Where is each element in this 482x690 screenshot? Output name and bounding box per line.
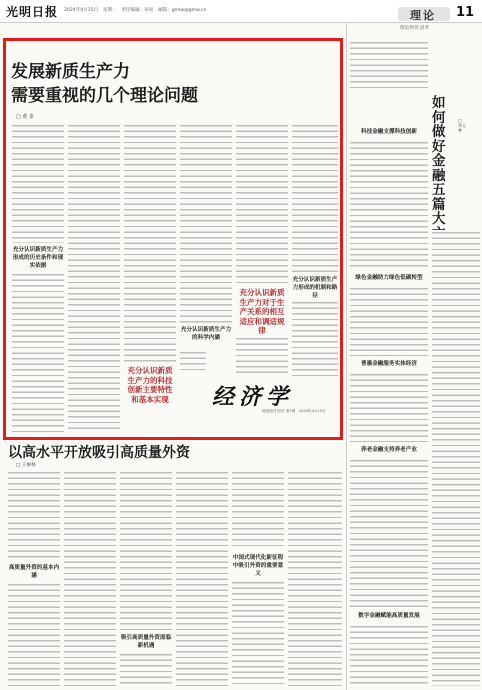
- page-number: 11: [456, 5, 475, 20]
- sidebar-subhead-3: 普惠金融服务实体经济: [361, 361, 417, 367]
- lead-headline-line2: 需要重视的几个理论问题: [11, 86, 198, 106]
- lead-body-column: [292, 300, 338, 376]
- second-byline: □ 王俊林: [16, 463, 36, 468]
- lead-body-column: [292, 123, 338, 273]
- sidebar-body-column: [350, 458, 428, 608]
- sidebar-body-column: [350, 624, 428, 686]
- sidebar-body-column: [350, 372, 428, 442]
- lead-body-column: [236, 336, 288, 376]
- section-logo-economics: 经济学: [212, 384, 294, 410]
- second-body-column: [232, 470, 284, 550]
- second-body-column: [64, 470, 116, 686]
- section-label-text: 理论: [410, 9, 436, 22]
- lead-body-column: [12, 123, 64, 243]
- lead-headline-line1: 发展新质生产力: [11, 62, 130, 82]
- sidebar-subhead-4: 养老金融支持养老产业: [361, 447, 417, 453]
- second-body-column: [8, 582, 60, 686]
- second-body-column: [232, 580, 284, 686]
- sidebar-lead-paragraph: [350, 40, 428, 90]
- dateline: 2024年4月15日 星期一 责任编辑：孙亮 邮箱：gmlw@gmw.cn: [64, 8, 207, 13]
- section-label: [398, 7, 450, 21]
- sidebar-body-column: [350, 140, 428, 270]
- sidebar-subhead-1: 科技金融支撑科技创新: [361, 129, 417, 135]
- lead-body-column: [12, 272, 64, 432]
- editor-note: 理论周刊·思考: [400, 26, 430, 31]
- column-divider: [346, 22, 347, 690]
- lead-byline: □ 黄 泰: [16, 114, 34, 120]
- sidebar-subhead-5: 数字金融赋能高质量发展: [358, 613, 420, 619]
- lead-subhead-2: 充分认识新质生产力的科学内涵: [180, 327, 232, 341]
- lead-body-column: [180, 123, 232, 323]
- lead-body-column: [180, 350, 206, 374]
- sidebar-byline: □ 李玉梦: [458, 118, 466, 133]
- newspaper-masthead: 光明日报: [6, 5, 59, 19]
- lead-body-column: [124, 123, 176, 363]
- section-logo-caption: 理论周刊·经济 第1期 2024年4月15日: [262, 409, 326, 413]
- sidebar-subhead-2: 绿色金融助力绿色低碳转型: [355, 275, 423, 281]
- lead-pull-quote-1: 充分认识新质生产力对于生产关系的相互适应和调适规律: [239, 288, 285, 335]
- second-subhead-2: 吸引高质量外资面临新机遇: [120, 635, 172, 649]
- lead-subhead-3: 充分认识新质生产力形成的机制和路径: [292, 277, 338, 299]
- sidebar-title: 如何做好金融五篇大: [432, 95, 446, 227]
- second-body-column: [120, 470, 172, 630]
- second-subhead-3: 中国式现代化新征程中吸引外资的重要意义: [232, 555, 284, 577]
- lead-body-column: [68, 123, 120, 433]
- sidebar-body-column: [350, 286, 428, 356]
- lead-pull-quote-2: 充分认识新质生产力的科技创新主要特性和基本实现: [127, 366, 173, 404]
- second-body-column: [176, 470, 228, 686]
- lead-body-column: [236, 123, 288, 283]
- second-headline: 以高水平开放吸引高质量外资: [8, 445, 190, 461]
- sidebar-body-column: [432, 230, 480, 686]
- second-body-column: [288, 470, 342, 686]
- second-body-column: [120, 652, 172, 686]
- lead-subhead-1: 充分认识新质生产力形成的历史条件和现实依据: [12, 247, 64, 269]
- second-body-column: [8, 470, 60, 560]
- second-subhead-1: 高质量外资的基本内涵: [8, 565, 60, 579]
